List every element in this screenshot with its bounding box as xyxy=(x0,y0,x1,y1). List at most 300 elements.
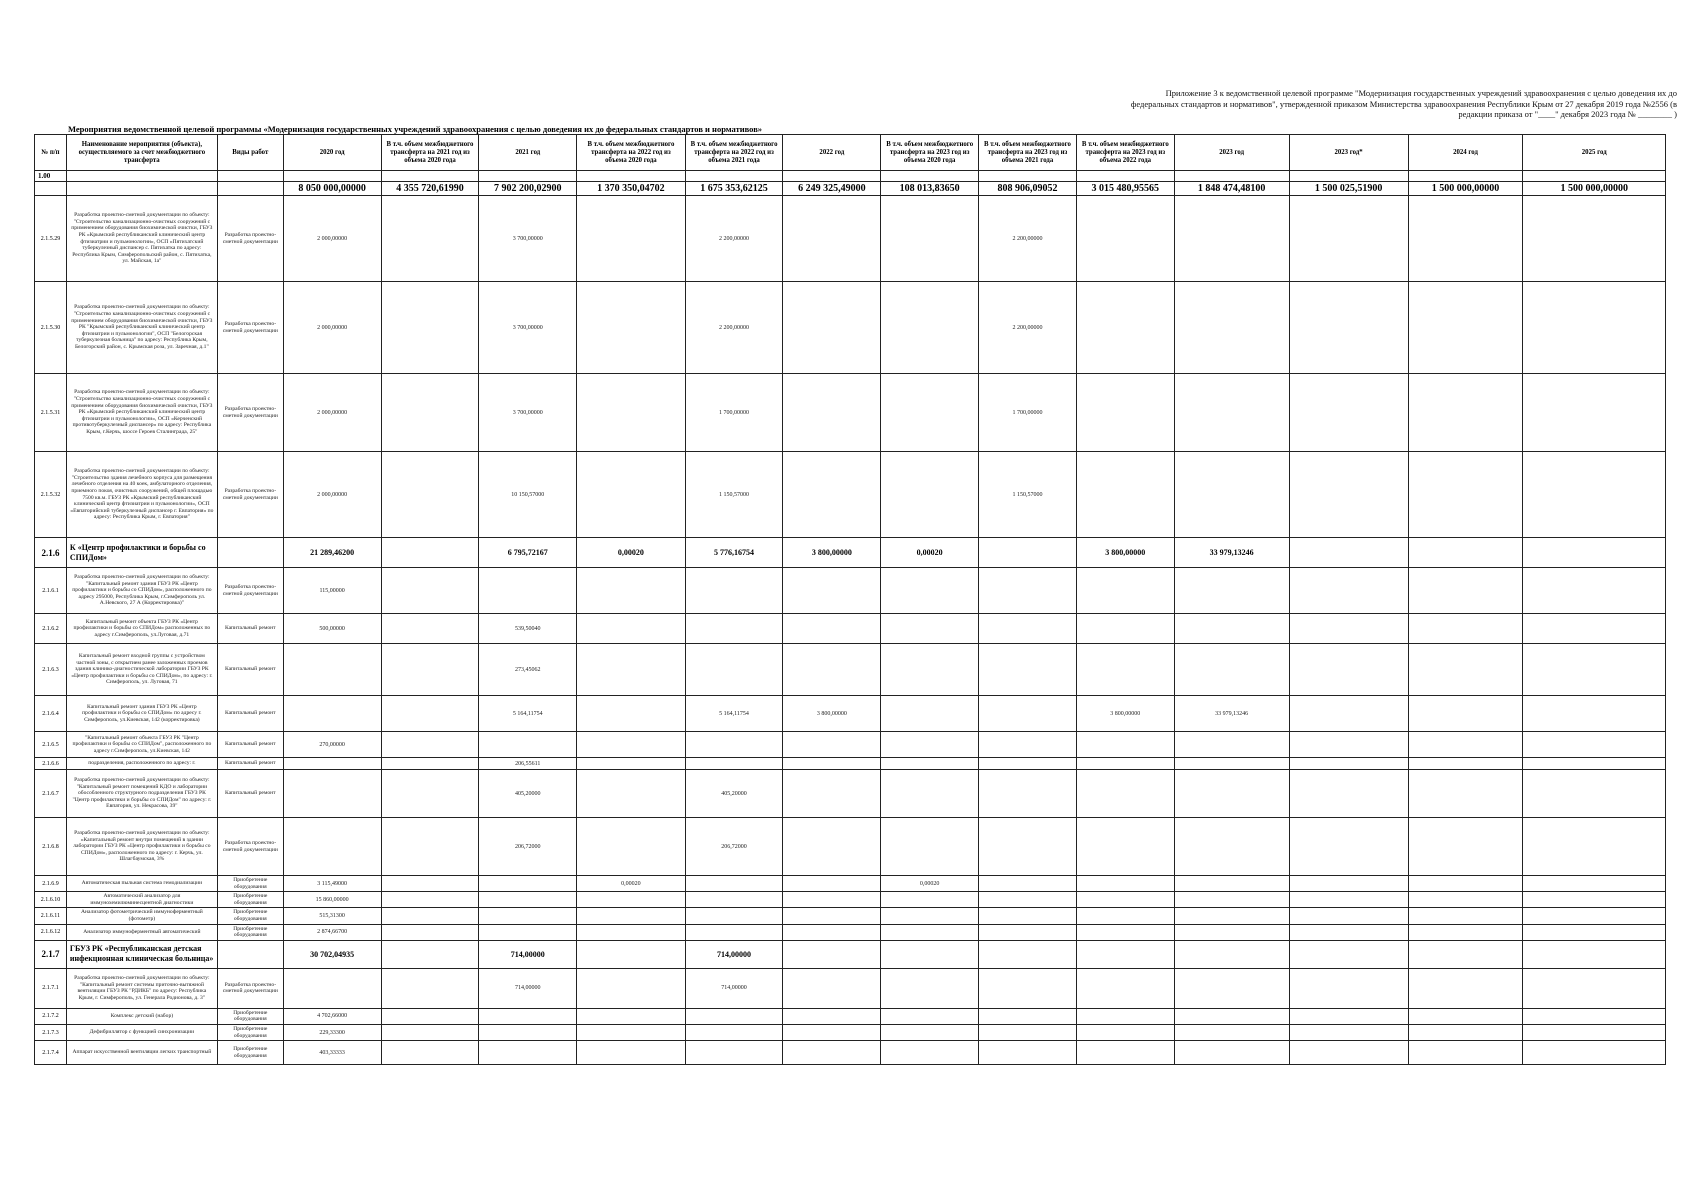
amount-cell xyxy=(1408,614,1523,644)
amount-cell xyxy=(1076,568,1174,614)
amount-cell: 229,33300 xyxy=(283,1024,381,1040)
table-row xyxy=(35,1024,1666,1040)
amount-cell: 206,55611 xyxy=(479,758,577,770)
amount-cell xyxy=(577,1008,685,1024)
amount-cell xyxy=(1076,1041,1174,1065)
amount-cell xyxy=(1523,1041,1666,1065)
table-row xyxy=(35,1041,1666,1065)
amount-cell xyxy=(1174,908,1289,924)
amount-cell xyxy=(881,568,979,614)
work-type xyxy=(217,940,283,968)
amount-cell xyxy=(577,732,685,758)
amount-cell xyxy=(1408,770,1523,818)
amount-cell xyxy=(1289,452,1408,538)
section-row xyxy=(35,940,1666,968)
amount-cell xyxy=(1523,282,1666,374)
amount-cell xyxy=(783,732,881,758)
amount-cell xyxy=(685,758,783,770)
amount-cell xyxy=(979,644,1077,696)
amount-cell xyxy=(1523,614,1666,644)
amount-cell xyxy=(1289,538,1408,568)
amount-cell xyxy=(381,924,479,940)
row-number: 2.1.7 xyxy=(35,940,67,968)
table-header-row xyxy=(35,135,1666,171)
row-number: 2.1.6.6 xyxy=(35,758,67,770)
amount-cell xyxy=(381,1008,479,1024)
row-number: 2.1.6.10 xyxy=(35,892,67,908)
amount-cell xyxy=(1076,770,1174,818)
amount-cell xyxy=(783,568,881,614)
measure-name: Анализатор иммуноферментный автоматический xyxy=(66,924,217,940)
amount-cell: 714,00000 xyxy=(685,940,783,968)
amount-cell xyxy=(1523,196,1666,282)
row-number: 2.1.6.7 xyxy=(35,770,67,818)
row-number: 2.1.5.31 xyxy=(35,374,67,452)
amount-cell xyxy=(1076,892,1174,908)
amount-cell xyxy=(1408,282,1523,374)
total-cell: 8 050 000,00000 xyxy=(283,182,381,196)
amount-cell xyxy=(881,732,979,758)
amount-cell xyxy=(479,732,577,758)
amount-cell xyxy=(381,538,479,568)
amount-cell xyxy=(685,924,783,940)
amount-cell: 30 702,04935 xyxy=(283,940,381,968)
row-number: 2.1.5.32 xyxy=(35,452,67,538)
amount-cell xyxy=(283,818,381,876)
amount-cell: 6 795,72167 xyxy=(479,538,577,568)
amount-cell xyxy=(381,818,479,876)
amount-cell xyxy=(881,696,979,732)
column-header: Виды работ xyxy=(217,135,283,171)
work-type: Разработка проектно-сметной документации xyxy=(217,374,283,452)
work-type: Приобретение оборудования xyxy=(217,1008,283,1024)
amount-cell xyxy=(381,282,479,374)
amount-cell xyxy=(979,538,1077,568)
amount-cell: 405,20000 xyxy=(685,770,783,818)
amount-cell: 3 800,00000 xyxy=(783,696,881,732)
amount-cell: 1 700,00000 xyxy=(685,374,783,452)
amount-cell xyxy=(1174,452,1289,538)
amount-cell: 21 289,46200 xyxy=(283,538,381,568)
amount-cell xyxy=(1289,940,1408,968)
total-cell: 1 500 025,51900 xyxy=(1289,182,1408,196)
table-row xyxy=(35,568,1666,614)
amount-cell: 500,00000 xyxy=(283,614,381,644)
amount-cell xyxy=(1076,374,1174,452)
measure-name: подразделения, расположенного по адресу: г. xyxy=(66,758,217,770)
table-row xyxy=(35,1008,1666,1024)
amount-cell: 0,00020 xyxy=(577,876,685,892)
table-row xyxy=(35,282,1666,374)
amount-cell xyxy=(479,1041,577,1065)
measure-name: Анализатор фотометрический иммуноферментный (фотометр) xyxy=(66,908,217,924)
amount-cell xyxy=(1076,1024,1174,1040)
work-type: Капитальный ремонт xyxy=(217,644,283,696)
column-header: 2022 год xyxy=(783,135,881,171)
amount-cell: 5 776,16754 xyxy=(685,538,783,568)
row-number: 2.1.5.29 xyxy=(35,196,67,282)
amount-cell xyxy=(1289,282,1408,374)
amount-cell xyxy=(881,968,979,1008)
row-number: 2.1.6.12 xyxy=(35,924,67,940)
amount-cell xyxy=(1523,876,1666,892)
amount-cell xyxy=(1289,614,1408,644)
work-type xyxy=(217,538,283,568)
amount-cell: 2 000,00000 xyxy=(283,282,381,374)
amount-cell xyxy=(283,770,381,818)
row-number: 2.1.6 xyxy=(35,538,67,568)
amount-cell xyxy=(577,968,685,1008)
amount-cell: 4 702,66000 xyxy=(283,1008,381,1024)
work-type: Разработка проектно-сметной документации xyxy=(217,282,283,374)
amount-cell xyxy=(577,924,685,940)
amount-cell: 270,00000 xyxy=(283,732,381,758)
total-cell: 7 902 200,02900 xyxy=(479,182,577,196)
amount-cell xyxy=(577,452,685,538)
amount-cell xyxy=(1408,908,1523,924)
measure-name: К «Центр профилактики и борьбы со СПИДом» xyxy=(66,538,217,568)
amount-cell xyxy=(1408,1024,1523,1040)
column-header: В т.ч. объем межбюджетного трансферта на 2023 год из объема 2022 года xyxy=(1076,135,1174,171)
table-row xyxy=(35,908,1666,924)
amount-cell xyxy=(381,892,479,908)
amount-cell xyxy=(381,568,479,614)
amount-cell xyxy=(979,614,1077,644)
amount-cell xyxy=(1289,696,1408,732)
amount-cell xyxy=(881,908,979,924)
column-header: 2020 год xyxy=(283,135,381,171)
amount-cell xyxy=(1289,770,1408,818)
amount-cell xyxy=(1289,908,1408,924)
total-cell: 1 500 000,00000 xyxy=(1523,182,1666,196)
amount-cell xyxy=(979,924,1077,940)
amount-cell xyxy=(1174,940,1289,968)
amount-cell xyxy=(685,644,783,696)
table-row xyxy=(35,770,1666,818)
amount-cell: 714,00000 xyxy=(685,968,783,1008)
amount-cell xyxy=(1408,876,1523,892)
amount-cell xyxy=(881,1024,979,1040)
work-type: Капитальный ремонт xyxy=(217,770,283,818)
amount-cell xyxy=(783,758,881,770)
amount-cell xyxy=(1174,758,1289,770)
amount-cell xyxy=(1523,818,1666,876)
row-label: 1.00 xyxy=(35,171,67,182)
amount-cell xyxy=(577,374,685,452)
amount-cell xyxy=(1523,770,1666,818)
amount-cell xyxy=(1523,452,1666,538)
amount-cell xyxy=(881,614,979,644)
amount-cell xyxy=(1174,892,1289,908)
amount-cell xyxy=(1289,1024,1408,1040)
amount-cell xyxy=(479,892,577,908)
amount-cell xyxy=(783,1008,881,1024)
measure-name: Разработка проектно-сметной документации по объекту: "Строительство канализационно-очистных сооружений с применением оборудования биохимической очистки, ГБУЗ РК "Крымский республиканский клинический центр фтизиатрии и пульмонологии", ОСП "Белогорская туберкулезная больница" по адресу: Республика Крым, Белогорский район, с. Крымская роза, ул. Заречная, д.1" xyxy=(66,282,217,374)
amount-cell: 33 979,13246 xyxy=(1174,538,1289,568)
amount-cell: 206,72000 xyxy=(685,818,783,876)
amount-cell xyxy=(1289,758,1408,770)
total-cell: 1 675 353,62125 xyxy=(685,182,783,196)
amount-cell xyxy=(783,818,881,876)
amount-cell xyxy=(881,924,979,940)
amount-cell xyxy=(1408,644,1523,696)
amount-cell xyxy=(881,644,979,696)
amount-cell xyxy=(1523,924,1666,940)
work-type: Капитальный ремонт xyxy=(217,614,283,644)
amount-cell xyxy=(381,732,479,758)
amount-cell xyxy=(1076,818,1174,876)
work-type: Капитальный ремонт xyxy=(217,758,283,770)
measure-name: Капитальный ремонт объекта ГБУЗ РК «Центр профилактики и борьбы со СПИДом» расположенных по адресу г.Симферополь, ул.Луговая, д.71 xyxy=(66,614,217,644)
table-row xyxy=(35,892,1666,908)
table-row xyxy=(35,924,1666,940)
amount-cell xyxy=(1408,1008,1523,1024)
amount-cell xyxy=(979,940,1077,968)
amount-cell: 5 164,11754 xyxy=(479,696,577,732)
amount-cell xyxy=(783,908,881,924)
document-title: Мероприятия ведомственной целевой программы «Модернизация государственных учреждений здравоохранения с целью доведения их до федеральных стандартов и нормативов» xyxy=(68,124,763,134)
table-row xyxy=(35,614,1666,644)
amount-cell xyxy=(1076,758,1174,770)
amount-cell xyxy=(1408,940,1523,968)
amount-cell xyxy=(1289,818,1408,876)
amount-cell xyxy=(783,770,881,818)
amount-cell: 405,20000 xyxy=(479,770,577,818)
amount-cell: 3 800,00000 xyxy=(783,538,881,568)
amount-cell: 0,00020 xyxy=(577,538,685,568)
amount-cell xyxy=(1408,968,1523,1008)
amount-cell xyxy=(1408,196,1523,282)
amount-cell: 2 000,00000 xyxy=(283,196,381,282)
measures-table xyxy=(34,134,1666,1065)
amount-cell xyxy=(381,876,479,892)
row-number: 2.1.6.9 xyxy=(35,876,67,892)
row-number: 2.1.5.30 xyxy=(35,282,67,374)
amount-cell xyxy=(1523,696,1666,732)
amount-cell xyxy=(685,1041,783,1065)
amount-cell xyxy=(685,1024,783,1040)
amount-cell xyxy=(1408,538,1523,568)
table-row xyxy=(35,196,1666,282)
amount-cell xyxy=(783,968,881,1008)
amount-cell xyxy=(577,196,685,282)
table-body xyxy=(35,171,1666,1065)
amount-cell: 3 800,00000 xyxy=(1076,538,1174,568)
amount-cell xyxy=(685,1008,783,1024)
amount-cell xyxy=(1174,968,1289,1008)
total-cell: 4 355 720,61990 xyxy=(381,182,479,196)
amount-cell xyxy=(685,892,783,908)
amount-cell xyxy=(881,452,979,538)
amount-cell xyxy=(1289,374,1408,452)
amount-cell xyxy=(283,758,381,770)
measure-name: Разработка проектно-сметной документации по объекту: "Строительство канализационно-очистных сооружений с применением оборудования биохимической очистки, ГБУЗ РК «Крымский республиканский клинический центр фтизиатрии и пульмонологии», ОСП «Керченский противотуберкулезный диспансер» по адресу: Республика Крым, г.Керчь, шоссе Героев Сталинграда, 25" xyxy=(66,374,217,452)
amount-cell xyxy=(577,1041,685,1065)
amount-cell xyxy=(577,818,685,876)
amount-cell: 539,50040 xyxy=(479,614,577,644)
amount-cell xyxy=(979,968,1077,1008)
amount-cell xyxy=(381,452,479,538)
work-type: Приобретение оборудования xyxy=(217,1041,283,1065)
amount-cell xyxy=(577,644,685,696)
amount-cell: 2 000,00000 xyxy=(283,452,381,538)
amount-cell: 5 164,11754 xyxy=(685,696,783,732)
amount-cell xyxy=(1523,644,1666,696)
amount-cell xyxy=(577,770,685,818)
amount-cell: 3 700,00000 xyxy=(479,374,577,452)
amount-cell xyxy=(979,1041,1077,1065)
total-cell: 3 015 480,95565 xyxy=(1076,182,1174,196)
amount-cell xyxy=(1408,924,1523,940)
amount-cell xyxy=(685,908,783,924)
amount-cell xyxy=(1174,196,1289,282)
amount-cell xyxy=(979,876,1077,892)
row-number: 2.1.6.3 xyxy=(35,644,67,696)
amount-cell xyxy=(1174,614,1289,644)
work-type: Разработка проектно-сметной документации xyxy=(217,196,283,282)
amount-cell xyxy=(1408,452,1523,538)
amount-cell xyxy=(783,452,881,538)
amount-cell xyxy=(1174,876,1289,892)
amount-cell xyxy=(979,696,1077,732)
amount-cell xyxy=(783,644,881,696)
amount-cell xyxy=(783,1041,881,1065)
amount-cell xyxy=(479,876,577,892)
amount-cell xyxy=(1523,892,1666,908)
amount-cell xyxy=(1174,924,1289,940)
column-header: 2023 год xyxy=(1174,135,1289,171)
amount-cell xyxy=(881,758,979,770)
row-number: 2.1.6.8 xyxy=(35,818,67,876)
totals-row xyxy=(35,182,1666,196)
amount-cell xyxy=(381,374,479,452)
amount-cell xyxy=(381,908,479,924)
row-number: 2.1.6.4 xyxy=(35,696,67,732)
column-header: Наименование мероприятия (объекта), осуществляемого за счет межбюджетного трансферта xyxy=(66,135,217,171)
amount-cell xyxy=(881,892,979,908)
amount-cell: 515,31300 xyxy=(283,908,381,924)
amount-cell: 33 979,13246 xyxy=(1174,696,1289,732)
amount-cell xyxy=(1076,876,1174,892)
work-type: Разработка проектно-сметной документации xyxy=(217,568,283,614)
amount-cell xyxy=(1408,758,1523,770)
amount-cell xyxy=(783,876,881,892)
amount-cell xyxy=(1174,282,1289,374)
amount-cell: 15 860,00000 xyxy=(283,892,381,908)
row-number: 2.1.7.2 xyxy=(35,1008,67,1024)
work-type: Приобретение оборудования xyxy=(217,876,283,892)
amount-cell: 115,00000 xyxy=(283,568,381,614)
table-row xyxy=(35,696,1666,732)
measure-name: Разработка проектно-сметной документации по объекту: «Капитальный ремонт внутри помещений в здании лаборатории ГБУЗ РК «Центр профилактики и борьбы со СПИДом», расположенного по адресу: г. Керчь, ул. Шлагбаумская, 3% xyxy=(66,818,217,876)
amount-cell xyxy=(381,758,479,770)
amount-cell xyxy=(1076,644,1174,696)
amount-cell xyxy=(577,940,685,968)
amount-cell xyxy=(685,876,783,892)
amount-cell xyxy=(783,196,881,282)
amount-cell: 0,00020 xyxy=(881,876,979,892)
table-row xyxy=(35,732,1666,758)
row-label-row xyxy=(35,171,1666,182)
amount-cell xyxy=(1523,758,1666,770)
amount-cell xyxy=(1408,818,1523,876)
amount-cell xyxy=(1523,538,1666,568)
amount-cell xyxy=(1076,1008,1174,1024)
amount-cell xyxy=(685,732,783,758)
amount-cell xyxy=(479,1008,577,1024)
work-type: Приобретение оборудования xyxy=(217,892,283,908)
measure-name: Автоматическая пыльная система гемодиализации xyxy=(66,876,217,892)
column-header: № п/п xyxy=(35,135,67,171)
amount-cell xyxy=(1289,732,1408,758)
amount-cell xyxy=(1289,568,1408,614)
amount-cell: 2 200,00000 xyxy=(685,196,783,282)
amount-cell xyxy=(881,1041,979,1065)
amount-cell: 714,00000 xyxy=(479,968,577,1008)
amount-cell: 2 000,00000 xyxy=(283,374,381,452)
amount-cell: 3 115,49000 xyxy=(283,876,381,892)
measure-name: Дефибриллятор с функцией синхронизации xyxy=(66,1024,217,1040)
amount-cell: 273,45062 xyxy=(479,644,577,696)
amount-cell xyxy=(381,770,479,818)
amount-cell xyxy=(381,1041,479,1065)
amount-cell xyxy=(577,568,685,614)
amount-cell xyxy=(577,282,685,374)
amount-cell xyxy=(381,644,479,696)
work-type: Приобретение оборудования xyxy=(217,924,283,940)
amount-cell xyxy=(577,696,685,732)
amount-cell xyxy=(1408,374,1523,452)
amount-cell xyxy=(1408,892,1523,908)
work-type: Капитальный ремонт xyxy=(217,732,283,758)
amount-cell xyxy=(479,1024,577,1040)
column-header: 2021 год xyxy=(479,135,577,171)
amount-cell xyxy=(979,818,1077,876)
amount-cell xyxy=(381,1024,479,1040)
amount-cell xyxy=(283,644,381,696)
amount-cell xyxy=(1076,924,1174,940)
row-number: 2.1.6.1 xyxy=(35,568,67,614)
amount-cell xyxy=(783,892,881,908)
work-type: Разработка проектно-сметной документации xyxy=(217,452,283,538)
column-header: 2024 год xyxy=(1408,135,1523,171)
amount-cell xyxy=(1289,924,1408,940)
work-type: Капитальный ремонт xyxy=(217,696,283,732)
amount-cell xyxy=(381,940,479,968)
amount-cell xyxy=(577,758,685,770)
amount-cell xyxy=(1174,1041,1289,1065)
measure-name: "Капитальный ремонт объекта ГБУЗ РК "Центр профилактики и борьбы со СПИДом", расположенного по адресу г.Симферополь, ул.Киевская, 142 xyxy=(66,732,217,758)
table-row xyxy=(35,818,1666,876)
amount-cell xyxy=(1174,770,1289,818)
amount-cell xyxy=(1289,1008,1408,1024)
amount-cell: 3 800,00000 xyxy=(1076,696,1174,732)
amount-cell: 2 200,00000 xyxy=(685,282,783,374)
amount-cell xyxy=(381,696,479,732)
measure-name: Аппарат искусственной вентиляции легких транспортный xyxy=(66,1041,217,1065)
amount-cell xyxy=(1076,614,1174,644)
amount-cell xyxy=(881,1008,979,1024)
amount-cell xyxy=(1174,644,1289,696)
amount-cell xyxy=(979,758,1077,770)
amount-cell: 2 200,00000 xyxy=(979,196,1077,282)
column-header: 2025 год xyxy=(1523,135,1666,171)
amount-cell xyxy=(783,282,881,374)
amount-cell xyxy=(1174,374,1289,452)
amount-cell xyxy=(1174,1008,1289,1024)
measure-name: Разработка проектно-сметной документации по объекту: "Капитальный ремонт помещений КДО и лаборатории обособленного структурного подразделения ГБУЗ РК "Центр профилактики и борьбы со СПИДом" по адресу: г. Евпатория, ул. Некрасова, 39" xyxy=(66,770,217,818)
row-number: 2.1.6.5 xyxy=(35,732,67,758)
